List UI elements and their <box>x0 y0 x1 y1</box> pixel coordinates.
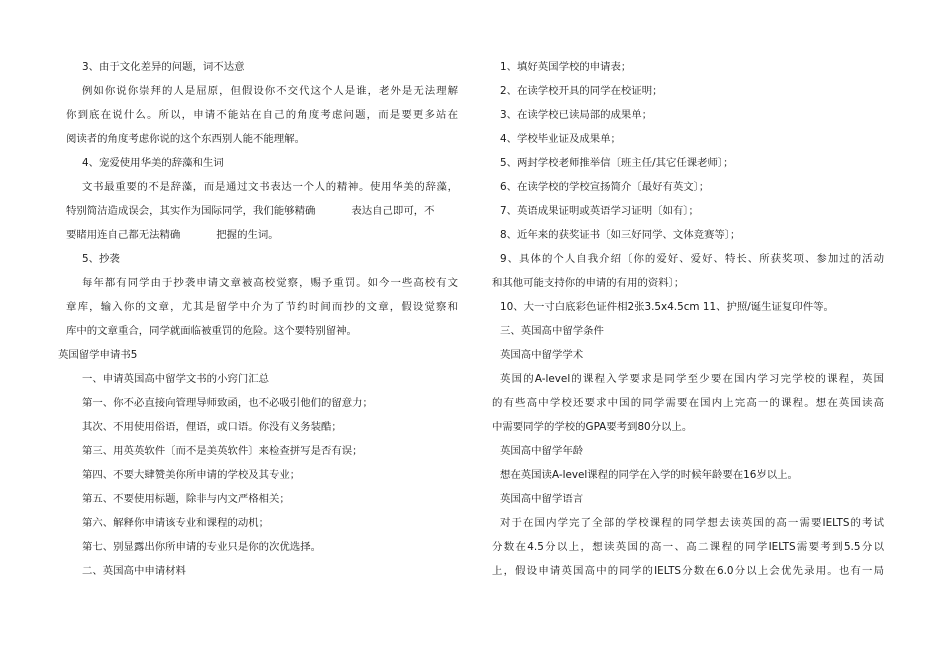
paragraph-line: 其次、不用使用俗语，俚语，或口语。你没有义务装酷； <box>82 421 342 433</box>
section-heading: 三、英国高中留学条件 <box>500 325 604 337</box>
paragraph-line: 3、在读学校已读局部的成果单； <box>500 109 653 121</box>
paragraph-line: 1、填好英国学校的申请表； <box>500 61 632 73</box>
paragraph-line: 5、抄袭 <box>82 253 120 265</box>
paragraph-line: 阅读者的角度考虑你说的这个东西别人能不能理解。 <box>66 133 305 145</box>
paragraph-line: 文书最重要的不是辞藻，而是通过文书表达一个人的精神。使用华美的辞藻， <box>82 181 458 193</box>
paragraph-line: 10、大一寸白底彩色证件相2张3.5x4.5cm 11、护照/诞生证复印件等。 <box>500 301 834 313</box>
paragraph-line: 分数在4.5分以上，想读英国的高一、高二课程的同学IELTS需要考到5.5分以 <box>492 541 884 553</box>
paragraph-line: 每年都有同学由于抄袭申请文章被高校觉察，赐予重罚。如今一些高校有文 <box>82 277 458 289</box>
section-heading: 英国留学申请书5 <box>58 349 138 361</box>
paragraph-line: 5、两封学校老师推举信〔班主任/其它任课老师〕； <box>500 157 734 169</box>
text-segment: 把握的生词。 <box>216 229 279 241</box>
paragraph-line: 9、具体的个人自我介绍〔你的爱好、爱好、特长、所获奖项、参加过的活动 <box>500 253 884 265</box>
paragraph-line: 3、由于文化差异的问题，词不达意 <box>82 61 245 73</box>
paragraph-line: 章库，输入你的文章，尤其是留学中介为了节约时间而抄的文章，假设觉察和 <box>66 301 458 313</box>
subsection-heading: 英国高中留学语言 <box>500 493 584 505</box>
paragraph-line: 一、申请英国高中留学文书的小窍门汇总 <box>82 373 270 385</box>
paragraph-line: 第三、用英英软件〔而不是美英软件〕来检查拼写是否有误； <box>82 445 363 457</box>
paragraph-line: 二、英国高中申请材料 <box>82 565 186 577</box>
paragraph-line <box>66 228 279 242</box>
paragraph-line <box>66 204 435 218</box>
paragraph-line: 的有些高中学校还要求中国的同学需要在国内上完高一的课程。想在英国读高 <box>492 397 884 409</box>
paragraph-line: 第五、不要使用标题，除非与内文严格相关； <box>82 493 290 505</box>
text-segment: 表达自己即可，不 <box>351 205 435 217</box>
paragraph-line: 中需要同学的学校的GPA要考到80分以上。 <box>492 421 693 433</box>
subsection-heading: 英国高中留学学术 <box>500 349 584 361</box>
paragraph-line: 8、近年来的获奖证书〔如三好同学、文体竞赛等〕； <box>500 229 741 241</box>
paragraph-line: 英国的A-level的课程入学要求是同学至少要在国内学习完学校的课程，英国 <box>500 373 884 385</box>
text-segment: 要睹用连自己都无法精确 <box>66 229 181 241</box>
paragraph-line: 想在英国读A-level课程的同学在入学的时候年龄要在16岁以上。 <box>500 469 798 481</box>
paragraph-line: 和其他可能支持你的申请的有用的资料〕； <box>492 277 685 289</box>
paragraph-line: 6、在读学校的学校宣扬简介〔最好有英文〕； <box>500 181 710 193</box>
paragraph-line: 第一、你不必直接向管理导师致函，也不必吸引他们的留意力； <box>82 397 373 409</box>
paragraph-line: 你到底在说什么。所以，申请不能站在自己的角度考虑问题，而是要更多站在 <box>66 109 458 121</box>
paragraph-line: 第四、不要大肆赞美你所申请的学校及其专业； <box>82 469 301 481</box>
text-segment: 特别简洁造成误会，其实作为国际同学，我们能够精确 <box>66 205 316 217</box>
paragraph-line: 对于在国内学完了全部的学校课程的同学想去读英国的高一需要IELTS的考试 <box>500 517 884 529</box>
paragraph-line: 4、宠爱使用华美的辞藻和生词 <box>82 157 224 169</box>
paragraph-line: 上，假设申请英国高中的同学的IELTS分数在6.0分以上会优先录用。也有一局 <box>492 565 884 577</box>
paragraph-line: 第六、解释你申请该专业和课程的动机； <box>82 517 270 529</box>
paragraph-line: 4、学校毕业证及成果单； <box>500 133 621 145</box>
paragraph-line: 7、英语成果证明或英语学习证明〔如有〕； <box>500 205 699 217</box>
paragraph-line: 2、在读学校开具的同学在校证明； <box>500 85 663 97</box>
paragraph-line: 例如你说你崇拜的人是屈原，但假设你不交代这个人是谁，老外是无法理解 <box>82 85 458 97</box>
paragraph-line: 第七、别显露出你所申请的专业只是你的次优选择。 <box>82 541 321 553</box>
paragraph-line: 库中的文章重合，同学就面临被重罚的危险。这个要特别留神。 <box>66 325 357 337</box>
subsection-heading: 英国高中留学年龄 <box>500 445 584 457</box>
